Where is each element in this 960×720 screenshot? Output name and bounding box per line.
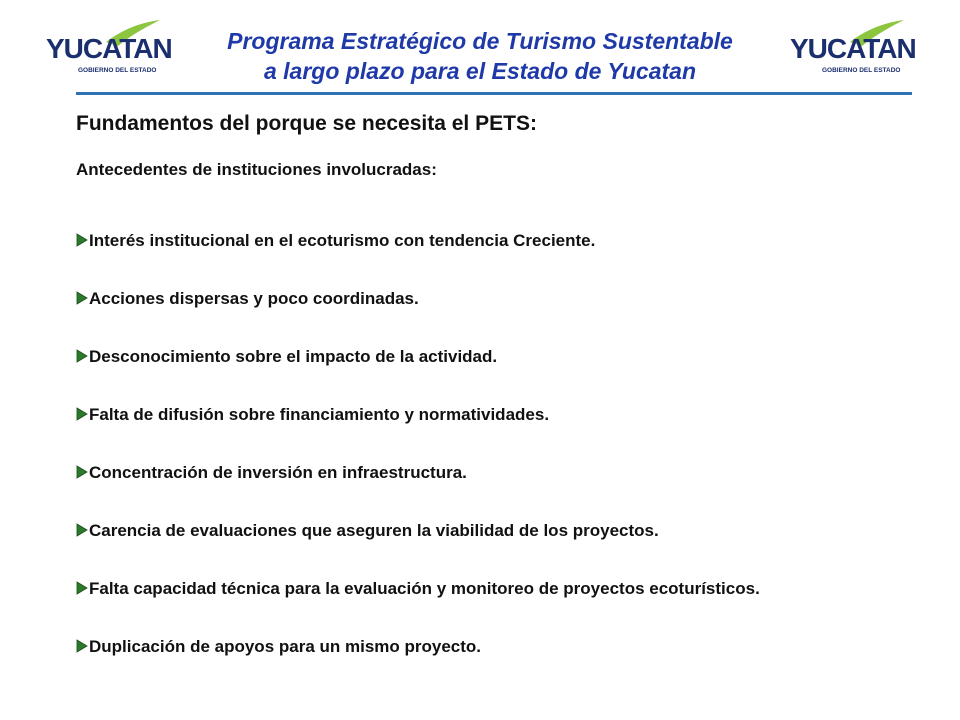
arrow-bullet-icon bbox=[76, 291, 88, 305]
yucatan-logo-left bbox=[44, 20, 174, 78]
page-title-line-1: Programa Estratégico de Turismo Sustentable bbox=[227, 28, 733, 54]
yucatan-logo-graphic bbox=[44, 20, 174, 78]
arrow-bullet-icon bbox=[76, 349, 88, 363]
yucatan-logo-graphic bbox=[788, 20, 918, 78]
list-item: Concentración de inversión en infraestructura. bbox=[76, 460, 906, 486]
list-item: Duplicación de apoyos para un mismo proyecto. bbox=[76, 634, 906, 660]
bullet-list bbox=[76, 228, 906, 692]
section-heading: Fundamentos del porque se necesita el PETS: bbox=[76, 112, 537, 135]
header-divider bbox=[76, 92, 912, 95]
yucatan-logo-right bbox=[788, 20, 918, 78]
arrow-bullet-icon bbox=[76, 233, 88, 247]
page-title-line-2: a largo plazo para el Estado de Yucatan bbox=[263, 58, 697, 84]
svg-text:YUCATAN: YUCATAN bbox=[46, 33, 172, 64]
svg-text:GOBIERNO DEL ESTADO: GOBIERNO DEL ESTADO bbox=[822, 67, 901, 74]
svg-text:GOBIERNO DEL ESTADO: GOBIERNO DEL ESTADO bbox=[78, 67, 157, 74]
arrow-bullet-icon bbox=[76, 523, 88, 537]
list-item: Carencia de evaluaciones que aseguren la viabilidad de los proyectos. bbox=[76, 518, 906, 544]
list-item: Falta capacidad técnica para la evaluación y monitoreo de proyectos ecoturísticos. bbox=[76, 576, 906, 602]
arrow-bullet-icon bbox=[76, 639, 88, 653]
list-item: Acciones dispersas y poco coordinadas. bbox=[76, 286, 906, 312]
page-title bbox=[180, 26, 780, 86]
list-item: Falta de difusión sobre financiamiento y normatividades. bbox=[76, 402, 906, 428]
list-item: Desconocimiento sobre el impacto de la actividad. bbox=[76, 344, 906, 370]
list-item: Interés institucional en el ecoturismo con tendencia Creciente. bbox=[76, 228, 906, 254]
arrow-bullet-icon bbox=[76, 407, 88, 421]
arrow-bullet-icon bbox=[76, 581, 88, 595]
section-subheading: Antecedentes de instituciones involucradas: bbox=[76, 160, 437, 179]
arrow-bullet-icon bbox=[76, 465, 88, 479]
svg-text:YUCATAN: YUCATAN bbox=[790, 33, 916, 64]
